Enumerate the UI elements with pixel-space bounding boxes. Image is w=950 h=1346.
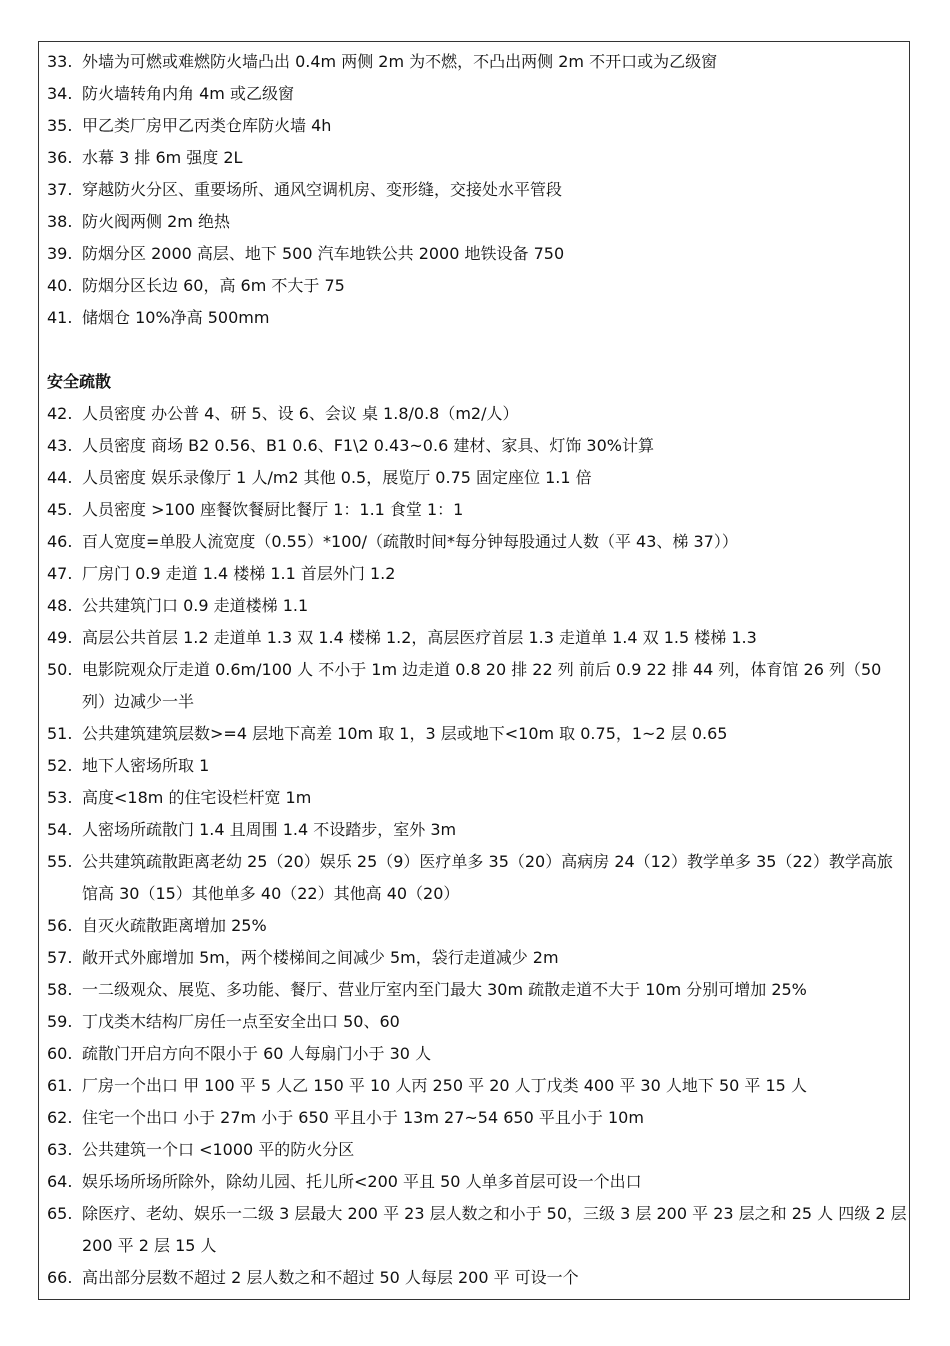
list-item <box>47 654 907 718</box>
item-number: 42. <box>47 404 73 423</box>
item-text: 除医疗、老幼、娱乐一二级 3 层最大 200 平 23 层人数之和小于 50，三级 3 层 200 平 23 层之和 25 人 四级 2 层 200 平 2 层 15 人 <box>82 1204 907 1255</box>
list-item <box>47 1006 907 1038</box>
item-number: 47. <box>47 564 73 583</box>
list-item <box>47 974 907 1006</box>
list-item <box>47 718 907 750</box>
item-text: 高出部分层数不超过 2 层人数之和不超过 50 人每层 200 平 可设一个 <box>82 1268 579 1287</box>
item-text: 厂房一个出口 甲 100 平 5 人乙 150 平 10 人丙 250 平 20 人丁戊类 400 平 30 人地下 50 平 15 人 <box>82 1076 807 1095</box>
list-item <box>47 910 907 942</box>
item-text: 厂房门 0.9 走道 1.4 楼梯 1.1 首层外门 1.2 <box>82 564 396 583</box>
list-item <box>47 1198 907 1262</box>
item-number: 46. <box>47 532 73 551</box>
item-number: 53. <box>47 788 73 807</box>
item-text: 电影院观众厅走道 0.6m/100 人 不小于 1m 边走道 0.8 20 排 22 列 前后 0.9 22 排 44 列，体育馆 26 列（50 列）边减少一半 <box>82 660 882 711</box>
list-item <box>47 430 907 462</box>
item-number: 65. <box>47 1204 73 1223</box>
list-item <box>47 142 907 174</box>
item-number: 58. <box>47 980 73 999</box>
item-number: 43. <box>47 436 73 455</box>
item-text: 水幕 3 排 6m 强度 2L <box>82 148 243 167</box>
item-number: 66. <box>47 1268 73 1287</box>
item-number: 60. <box>47 1044 73 1063</box>
list-item <box>47 302 907 334</box>
item-number: 59. <box>47 1012 73 1031</box>
item-number: 57. <box>47 948 73 967</box>
item-number: 35. <box>47 116 73 135</box>
item-text: 自灭火疏散距离增加 25% <box>82 916 267 935</box>
item-text: 疏散门开启方向不限小于 60 人每扇门小于 30 人 <box>82 1044 432 1063</box>
item-text: 娱乐场所场所除外，除幼儿园、托儿所<200 平且 50 人单多首层可设一个出口 <box>82 1172 642 1191</box>
list-item <box>47 558 907 590</box>
list-item <box>47 462 907 494</box>
item-text: 地下人密场所取 1 <box>82 756 210 775</box>
item-number: 37. <box>47 180 73 199</box>
item-number: 39. <box>47 244 73 263</box>
list-item <box>47 814 907 846</box>
list-item <box>47 1262 907 1294</box>
list-item <box>47 1038 907 1070</box>
item-text: 人员密度 >100 座餐饮餐厨比餐厅 1：1.1 食堂 1：1 <box>82 500 464 519</box>
list-item <box>47 750 907 782</box>
list-item <box>47 782 907 814</box>
item-text: 百人宽度=单股人流宽度（0.55）*100/（疏散时间*每分钟每股通过人数（平 43、梯 37）） <box>82 532 738 551</box>
item-number: 45. <box>47 500 73 519</box>
item-text: 人员密度 办公普 4、研 5、设 6、会议 桌 1.8/0.8（m2/人） <box>82 404 519 423</box>
list-item <box>47 494 907 526</box>
list-item <box>47 1070 907 1102</box>
item-number: 40. <box>47 276 73 295</box>
item-number: 64. <box>47 1172 73 1191</box>
item-number: 48. <box>47 596 73 615</box>
list-item <box>47 942 907 974</box>
item-text: 防火阀两侧 2m 绝热 <box>82 212 230 231</box>
item-text: 公共建筑一个口 <1000 平的防火分区 <box>82 1140 355 1159</box>
list-item <box>47 526 907 558</box>
list-item <box>47 78 907 110</box>
list-item <box>47 1134 907 1166</box>
item-text: 一二级观众、展览、多功能、餐厅、营业厅室内至门最大 30m 疏散走道不大于 10m 分别可增加 25% <box>82 980 807 999</box>
document-frame <box>38 41 910 1300</box>
item-number: 55. <box>47 852 73 871</box>
list-item <box>47 398 907 430</box>
item-text: 穿越防火分区、重要场所、通风空调机房、变形缝，交接处水平管段 <box>82 180 563 199</box>
item-text: 防火墙转角内角 4m 或乙级窗 <box>82 84 294 103</box>
item-number: 33. <box>47 52 73 71</box>
item-text: 丁戊类木结构厂房任一点至安全出口 50、60 <box>82 1012 400 1031</box>
item-number: 56. <box>47 916 73 935</box>
item-text: 防烟分区 2000 高层、地下 500 汽车地铁公共 2000 地铁设备 750 <box>82 244 565 263</box>
item-number: 51. <box>47 724 73 743</box>
item-number: 38. <box>47 212 73 231</box>
item-number: 44. <box>47 468 73 487</box>
list-item <box>47 1102 907 1134</box>
section-heading: 安全疏散 <box>47 372 112 391</box>
blank-line <box>47 334 907 366</box>
item-text: 高层公共首层 1.2 走道单 1.3 双 1.4 楼梯 1.2，高层医疗首层 1.3 走道单 1.4 双 1.5 楼梯 1.3 <box>82 628 757 647</box>
item-number: 41. <box>47 308 73 327</box>
item-text: 外墙为可燃或难燃防火墙凸出 0.4m 两侧 2m 为不燃，不凸出两侧 2m 不开口或为乙级窗 <box>82 52 718 71</box>
list-item <box>47 46 907 78</box>
item-number: 49. <box>47 628 73 647</box>
item-number: 61. <box>47 1076 73 1095</box>
item-number: 36. <box>47 148 73 167</box>
item-text: 公共建筑建筑层数>=4 层地下高差 10m 取 1，3 层或地下<10m 取 0.75，1~2 层 0.65 <box>82 724 728 743</box>
item-number: 62. <box>47 1108 73 1127</box>
item-number: 52. <box>47 756 73 775</box>
list-item <box>47 622 907 654</box>
item-text: 人员密度 商场 B2 0.56、B1 0.6、F1\2 0.43~0.6 建材、家具、灯饰 30%计算 <box>82 436 654 455</box>
item-text: 储烟仓 10%净高 500mm <box>82 308 270 327</box>
list-item <box>47 238 907 270</box>
item-number: 63. <box>47 1140 73 1159</box>
item-text: 人员密度 娱乐录像厅 1 人/m2 其他 0.5，展览厅 0.75 固定座位 1.1 倍 <box>82 468 592 487</box>
item-number: 54. <box>47 820 73 839</box>
item-number: 50. <box>47 660 73 679</box>
list-item <box>47 174 907 206</box>
list-item <box>47 270 907 302</box>
item-text: 住宅一个出口 小于 27m 小于 650 平且小于 13m 27~54 650 平且小于 10m <box>82 1108 644 1127</box>
item-text: 敞开式外廊增加 5m，两个楼梯间之间减少 5m，袋行走道减少 2m <box>82 948 559 967</box>
list-item <box>47 110 907 142</box>
list-item <box>47 846 907 910</box>
item-text: 公共建筑门口 0.9 走道楼梯 1.1 <box>82 596 309 615</box>
list-item <box>47 1166 907 1198</box>
document-content <box>47 46 907 1294</box>
item-text: 甲乙类厂房甲乙丙类仓库防火墙 4h <box>82 116 332 135</box>
item-text: 公共建筑疏散距离老幼 25（20）娱乐 25（9）医疗单多 35（20）高病房 24（12）教学单多 35（22）教学高旅馆高 30（15）其他单多 40（22）其他高 40（20） <box>82 852 893 903</box>
list-item <box>47 206 907 238</box>
item-text: 高度<18m 的住宅设栏杆宽 1m <box>82 788 312 807</box>
list-item <box>47 590 907 622</box>
item-text: 防烟分区长边 60，高 6m 不大于 75 <box>82 276 345 295</box>
item-text: 人密场所疏散门 1.4 且周围 1.4 不设踏步，室外 3m <box>82 820 457 839</box>
item-number: 34. <box>47 84 73 103</box>
